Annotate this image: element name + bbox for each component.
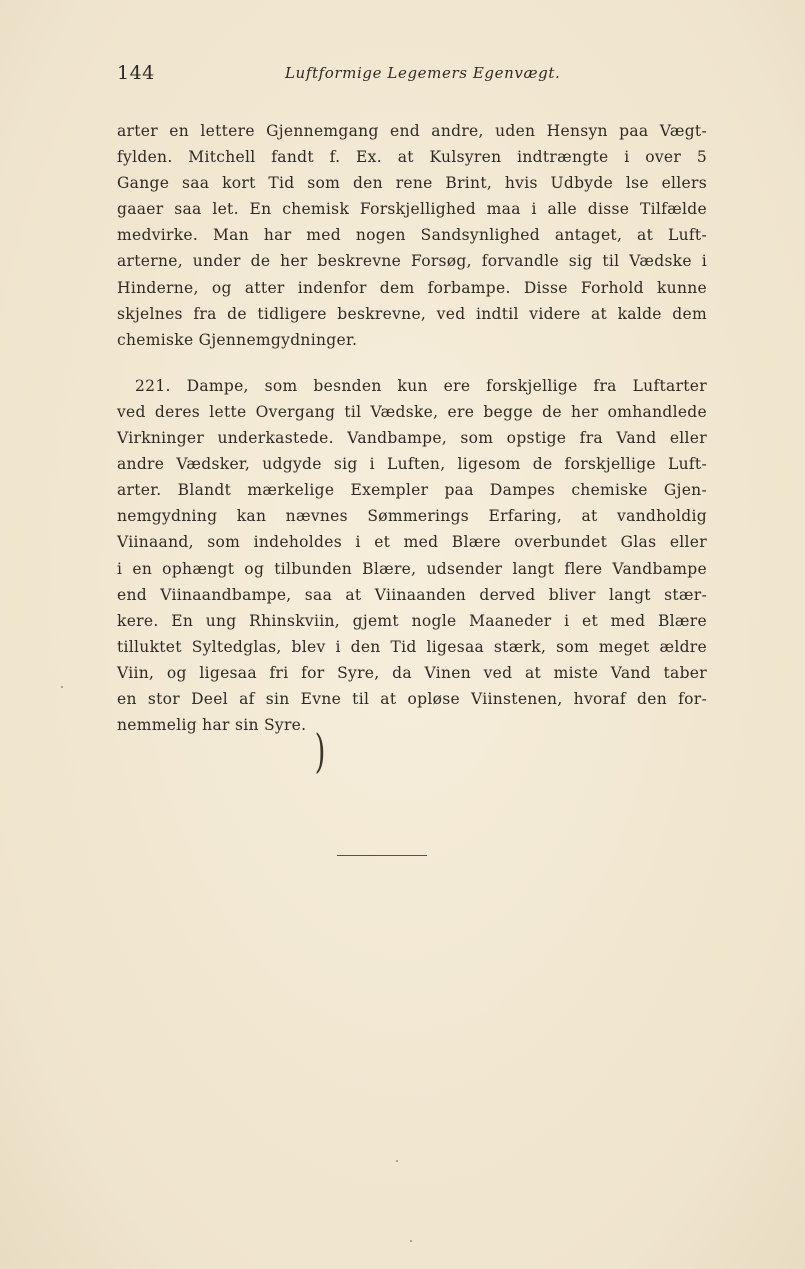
text-line: Gange saa kort Tid som den rene Brint, hvis Udbyde lse ellers — [117, 174, 707, 193]
body-text — [117, 118, 707, 738]
text-line: Virkninger underkastede. Vandbampe, som opstige fra Vand eller — [117, 429, 707, 448]
text-line: gaaer saa let. En chemisk Forskjellighed maa i alle disse Tilfælde — [117, 200, 707, 219]
text-line: arter en lettere Gjennemgang end andre, uden Hensyn paa Vægt- — [117, 122, 707, 140]
text-line: arter. Blandt mærkelige Exempler paa Dampes chemiske Gjen- — [117, 481, 707, 500]
text-line: ved deres lette Overgang til Vædske, ere begge de her omhandlede — [117, 402, 707, 421]
text-line: i en ophængt og tilbunden Blære, udsender langt flere Vandbampe — [117, 559, 707, 578]
text-line: tilluktet Syltedglas, blev i den Tid ligesaa stærk, som meget ældre — [117, 637, 707, 656]
paragraph-221 — [117, 373, 707, 738]
text-line: Hinderne, og atter indenfor dem forbampe. Disse Forhold kunne — [117, 278, 707, 297]
page-number: 144 — [117, 62, 155, 84]
section-separator-rule — [337, 855, 427, 856]
running-title: Luftformige Legemers Egenvægt. — [285, 64, 561, 82]
paper-speck — [410, 1240, 412, 1242]
paper-speck — [61, 686, 63, 688]
text-line: nemgydning kan nævnes Sømmerings Erfaring, at vandholdig — [117, 507, 707, 526]
paragraph-gap — [117, 353, 707, 373]
paragraph-1 — [117, 118, 707, 353]
text-line: chemiske Gjennemgydninger. — [117, 330, 358, 349]
text-line: nemmelig har sin Syre. — [117, 716, 307, 735]
paper-speck — [396, 1160, 398, 1162]
text-line: en stor Deel af sin Evne til at opløse Viinstenen, hvoraf den for- — [117, 689, 707, 708]
text-line: skjelnes fra de tidligere beskrevne, ved indtil videre at kalde dem — [117, 304, 707, 323]
page-header — [117, 62, 707, 86]
text-line: 221. Dampe, som besnden kun ere forskjellige fra Luftarter — [135, 376, 707, 395]
text-line: fylden. Mitchell fandt f. Ex. at Kulsyren indtrængte i over 5 — [117, 148, 707, 167]
text-line: end Viinaandbampe, saa at Viinaanden derved bliver langt stær- — [117, 585, 707, 604]
text-line: Viin, og ligesaa fri for Syre, da Vinen ved at miste Vand taber — [117, 663, 707, 682]
handwritten-bracket-mark: ) — [314, 724, 326, 778]
text-line: Viinaand, som indeholdes i et med Blære overbundet Glas eller — [117, 533, 707, 552]
text-line: kere. En ung Rhinskviin, gjemt nogle Maaneder i et med Blære — [117, 611, 707, 630]
text-line: arterne, under de her beskrevne Forsøg, forvandle sig til Vædske i — [117, 252, 707, 271]
text-line: andre Vædsker, udgyde sig i Luften, ligesom de forskjellige Luft- — [117, 455, 707, 474]
text-line: medvirke. Man har med nogen Sandsynlighed antaget, at Luft- — [117, 226, 707, 245]
